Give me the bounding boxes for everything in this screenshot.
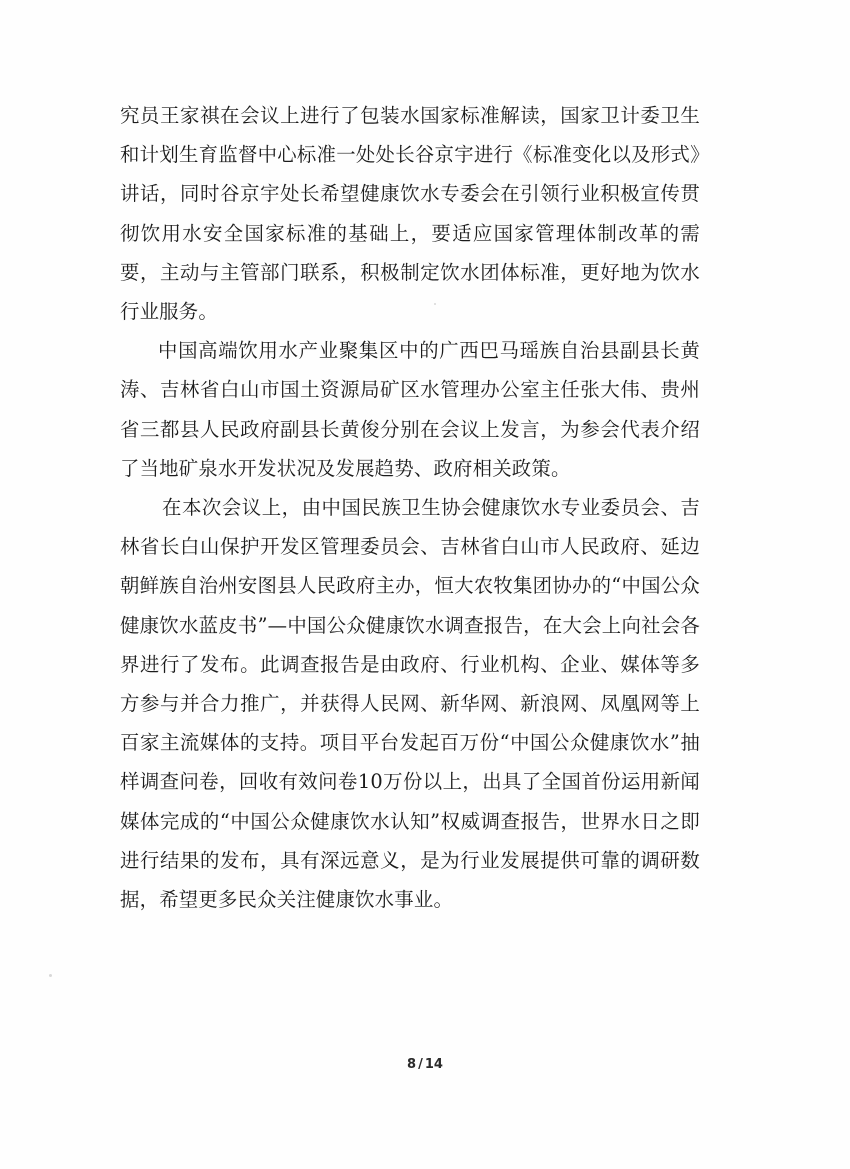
page-number-separator: / — [418, 1057, 423, 1072]
document-body — [120, 96, 700, 919]
scan-speck — [434, 303, 436, 305]
page-number — [0, 1057, 850, 1072]
paragraph-continued: 究员王家祺在会议上进行了包装水国家标准解读，国家卫计委卫生和计划生育监督中心标准一处处长谷京宇进行《标准变化以及形式》讲话，同时谷京宇处长希望健康饮水专委会在引领行业积极宣传贯彻饮用水安全国家标准的基础上，要适应国家管理体制改革的需要，主动与主管部门联系，积极制定饮水团体标准，更好地为饮水行业服务。 — [120, 104, 700, 324]
paragraph-bluebook-release: 在本次会议上，由中国民族卫生协会健康饮水专业委员会、吉林省长白山保护开发区管理委员会、吉林省白山市人民政府、延边朝鲜族自治州安图县人民政府主办，恒大农牧集团协办的“中国公众健康饮水蓝皮书”—中国公众健康饮水调查报告，在大会上向社会各界进行了发布。此调查报告是由政府、行业机构、企业、媒体等多方参与并合力推广，并获得人民网、新华网、新浪网、凤凰网等上百家主流媒体的支持。项目平台发起百万份“中国公众健康饮水”抽样调查问卷，回收有效问卷10万份以上，出具了全国首份运用新闻媒体完成的“中国公众健康饮水认知”权威调查报告，世界水日之即进行结果的发布，具有深远意义，是为行业发展提供可靠的调研数据，希望更多民众关注健康饮水事业。 — [120, 496, 700, 912]
page-number-total: 14 — [424, 1057, 443, 1072]
paragraph-regional-speeches: 中国高端饮用水产业聚集区中的广西巴马瑶族自治县副县长黄涛、吉林省白山市国土资源局矿区水管理办公室主任张大伟、贵州省三都县人民政府副县长黄俊分别在会议上发言，为参会代表介绍了当地矿泉水开发状况及发展趋势、政府相关政策。 — [120, 339, 700, 480]
scan-speck — [49, 974, 52, 977]
page-number-current: 8 — [407, 1057, 417, 1072]
